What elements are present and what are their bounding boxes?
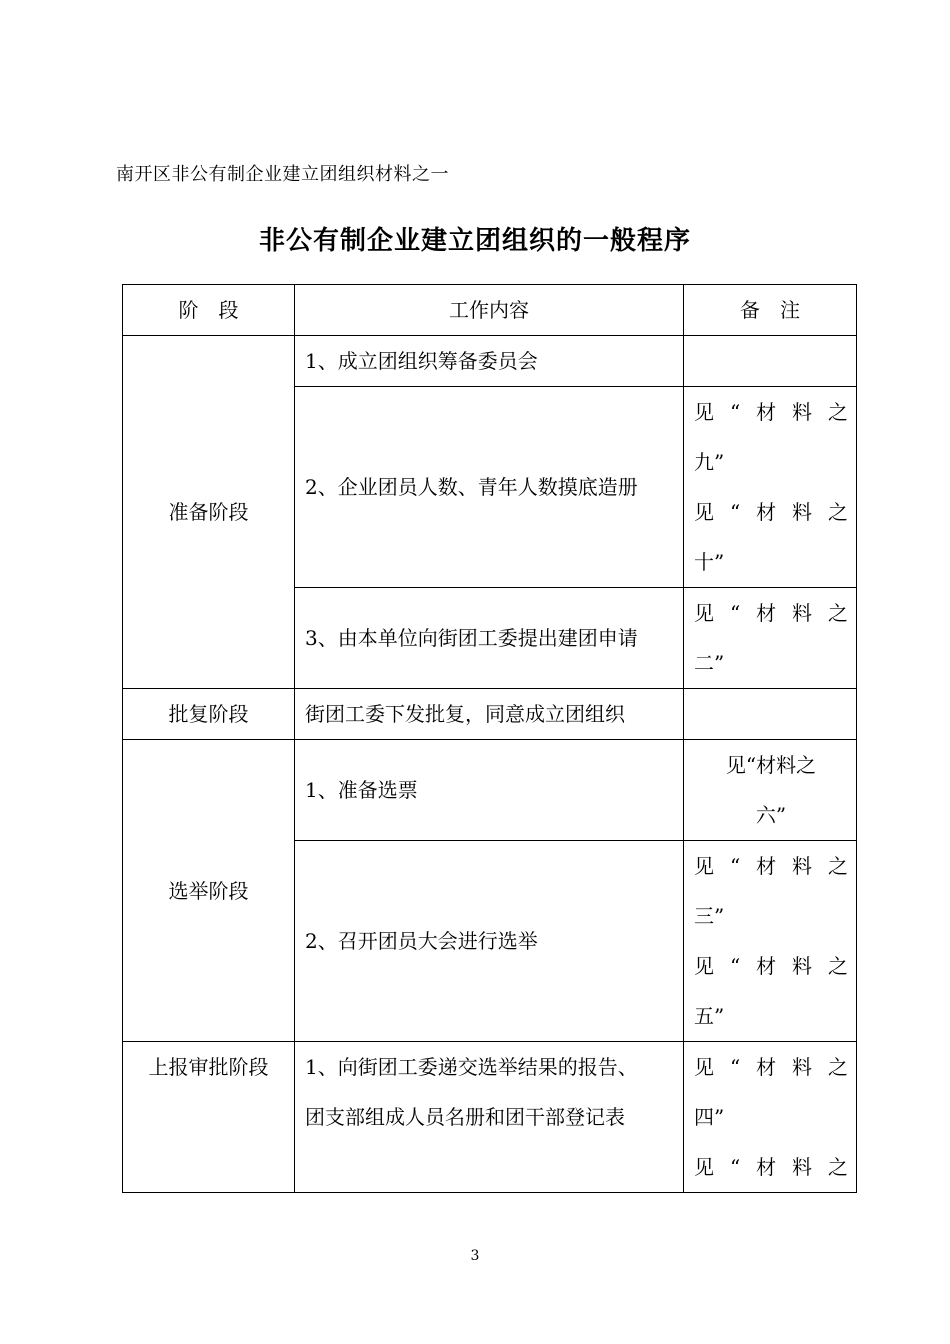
content-cell: 街团工委下发批复，同意成立团组织: [295, 689, 684, 740]
note-line: 三”: [694, 904, 725, 928]
note-char: 之: [827, 500, 848, 524]
note-line: [694, 941, 848, 991]
content-line: 1、向街团工委递交选举结果的报告、: [305, 1055, 638, 1079]
content-cell: [295, 1042, 684, 1193]
stage-cell: 上报审批阶段: [123, 1042, 295, 1193]
note-char: 之: [827, 854, 848, 878]
note-char: “: [729, 400, 741, 424]
stage-cell: 批复阶段: [123, 689, 295, 740]
document-title: 非公有制企业建立团组织的一般程序: [258, 226, 691, 256]
note-char: “: [729, 1055, 741, 1079]
content-cell: 3、由本单位向街团工委提出建团申请: [295, 588, 684, 689]
note-char: 见: [694, 400, 714, 424]
note-char: 材: [756, 954, 777, 978]
note-char: 材: [756, 601, 777, 625]
note-char: 之: [827, 601, 848, 625]
note-char: 料: [792, 400, 813, 424]
note-line: [694, 387, 848, 437]
note-char: “: [729, 500, 741, 524]
note-char: “: [729, 601, 741, 625]
note-cell: [684, 387, 857, 588]
page-number: 3: [470, 1248, 480, 1264]
table-row: [123, 689, 857, 740]
note-char: 材: [756, 1155, 777, 1179]
note-char: 见: [694, 954, 714, 978]
note-char: 料: [792, 601, 813, 625]
note-line: 十”: [694, 550, 725, 574]
note-char: 之: [827, 400, 848, 424]
note-line: 九”: [694, 450, 725, 474]
note-char: 料: [792, 1055, 813, 1079]
note-char: “: [729, 954, 741, 978]
header-content: 工作内容: [295, 285, 684, 336]
table-header-row: [123, 285, 857, 336]
table-row: [123, 336, 857, 387]
note-char: 见: [694, 854, 714, 878]
stage-cell: 选举阶段: [123, 740, 295, 1042]
note-char: 之: [827, 1155, 848, 1179]
note-char: 料: [792, 500, 813, 524]
note-line: [694, 841, 848, 891]
procedure-table: [122, 284, 857, 1193]
header-note: 备 注: [684, 285, 857, 336]
content-cell: 1、准备选票: [295, 740, 684, 841]
content-cell: 1、成立团组织筹备委员会: [295, 336, 684, 387]
stage-cell: 准备阶段: [123, 336, 295, 689]
note-cell: [684, 1042, 857, 1193]
note-line: 二”: [694, 651, 725, 675]
note-char: 之: [827, 1055, 848, 1079]
note-char: 材: [756, 1055, 777, 1079]
document-subtitle: 南开区非公有制企业建立团组织材料之一: [116, 164, 449, 185]
note-char: 材: [756, 400, 777, 424]
table-row: [123, 740, 857, 841]
note-char: 料: [792, 954, 813, 978]
note-line: [694, 588, 848, 638]
note-line: 见“材料之: [725, 753, 817, 777]
note-cell: [684, 740, 857, 841]
note-cell: [684, 689, 857, 740]
note-cell: [684, 588, 857, 689]
content-cell: 2、企业团员人数、青年人数摸底造册: [295, 387, 684, 588]
note-char: 见: [694, 1155, 714, 1179]
note-line: 四”: [694, 1105, 725, 1129]
note-char: 见: [694, 1055, 714, 1079]
note-line: [694, 1042, 848, 1092]
content-cell: 2、召开团员大会进行选举: [295, 841, 684, 1042]
note-line: [694, 1142, 848, 1192]
table-row: [123, 1042, 857, 1193]
note-cell: [684, 336, 857, 387]
note-char: 料: [792, 1155, 813, 1179]
note-char: 材: [756, 854, 777, 878]
note-line: 六”: [755, 803, 787, 827]
note-line: 五”: [694, 1004, 725, 1028]
content-line: 团支部组成人员名册和团干部登记表: [305, 1105, 625, 1129]
note-char: 之: [827, 954, 848, 978]
note-char: 材: [756, 500, 777, 524]
note-cell: [684, 841, 857, 1042]
note-char: “: [729, 854, 741, 878]
note-char: “: [729, 1155, 741, 1179]
header-stage: 阶 段: [123, 285, 295, 336]
note-char: 料: [792, 854, 813, 878]
note-char: 见: [694, 500, 714, 524]
note-line: [694, 487, 848, 537]
note-char: 见: [694, 601, 714, 625]
